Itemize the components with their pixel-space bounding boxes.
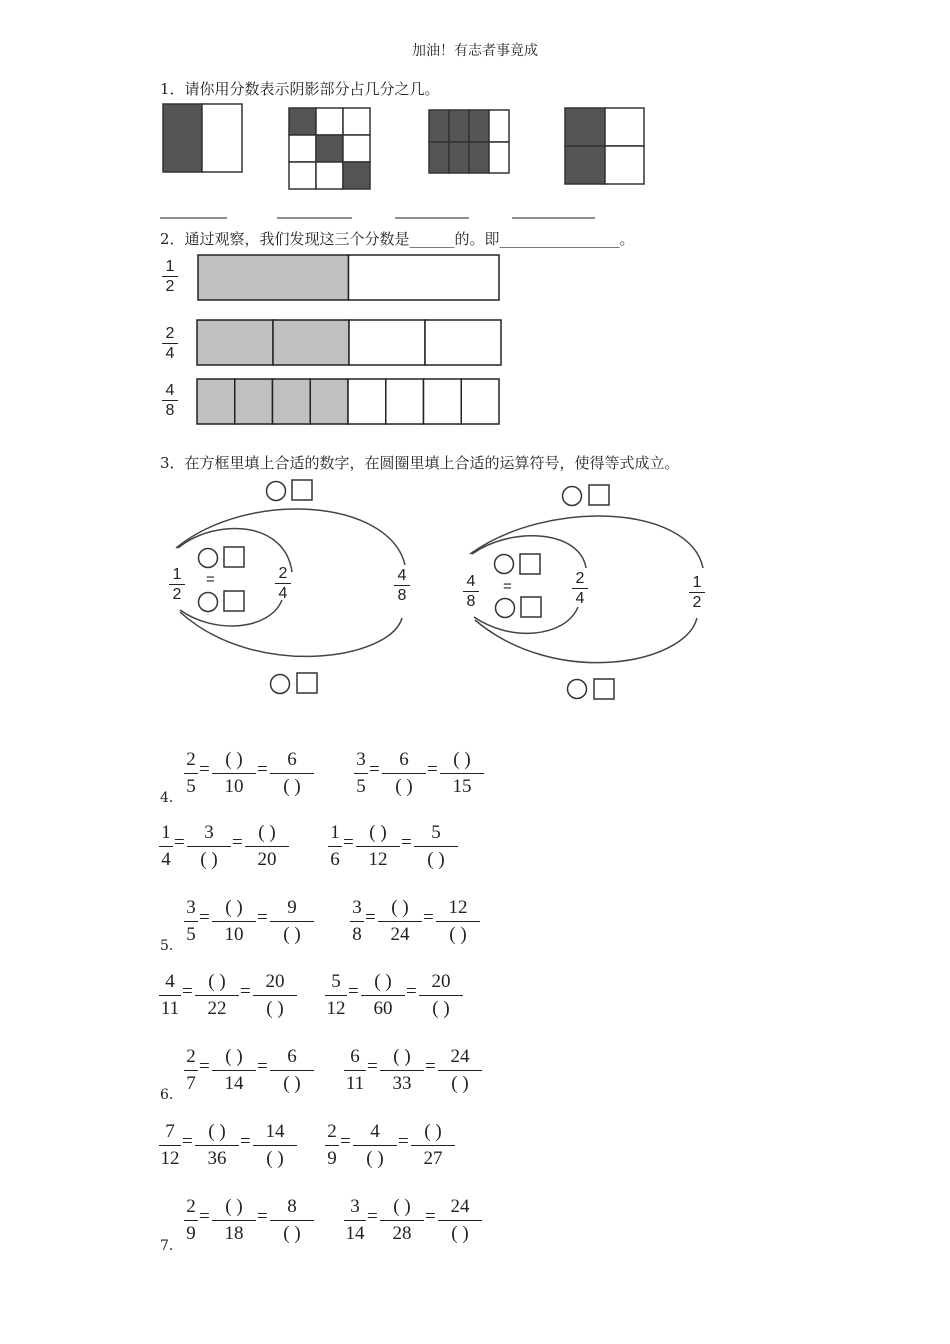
q5-eq1-fraction-2: [212, 898, 256, 945]
q4-eq3-fraction-1-denominator: 4: [161, 849, 171, 870]
q4-eq4-fraction-1-numerator: 1: [328, 823, 342, 847]
q4-eq4-fraction-3-denominator: ( ): [427, 849, 445, 870]
q7-eq1-equals-1: =: [199, 1206, 210, 1227]
q5-eq4-fraction-1: [325, 972, 347, 1019]
q6-eq4-fraction-2: [353, 1122, 397, 1169]
q6-eq3-fraction-3-numerator: 14: [253, 1122, 297, 1146]
q3-right-bottom-number-box: [594, 679, 614, 699]
q5-eq4-fraction-3: [419, 972, 463, 1019]
q6-eq3-fraction-2-denominator: 36: [207, 1148, 227, 1169]
q1-figure-2: [289, 108, 370, 189]
q6-eq3-equals-2: =: [240, 1131, 251, 1152]
q7-eq1-fraction-1-numerator: 2: [184, 1197, 198, 1221]
q2-bar-empty-part: [349, 255, 500, 300]
q6-eq4-fraction-1-numerator: 2: [325, 1122, 339, 1146]
q6-eq1-fraction-2: [212, 1047, 256, 1094]
q6-eq3-fraction-1: [159, 1122, 181, 1169]
q2-bar-empty-part: [348, 379, 386, 424]
q5-eq1-fraction-3-denominator: ( ): [283, 924, 301, 945]
q4-eq4-fraction-1-denominator: 6: [330, 849, 340, 870]
q3-right-equals: =: [503, 578, 512, 595]
q3-left-bottom-number-box: [297, 673, 317, 693]
q6-eq3-equals-1: =: [182, 1131, 193, 1152]
q6-eq4-fraction-3-numerator: ( ): [411, 1122, 455, 1146]
q4-eq3-fraction-2-denominator: ( ): [200, 849, 218, 870]
q5-eq4-fraction-2-numerator: ( ): [361, 972, 405, 996]
q5-eq3-fraction-3-denominator: ( ): [266, 998, 284, 1019]
q1-text: 1．请你用分数表示阴影部分占几分之几。: [160, 80, 440, 98]
q6-eq2-fraction-1-denominator: 11: [345, 1073, 365, 1094]
q7-eq2-fraction-2-denominator: 28: [392, 1223, 412, 1244]
q4-eq3-fraction-1: [159, 823, 173, 870]
q3-right-top-number-box: [589, 485, 609, 505]
q6-eq3-fraction-1-denominator: 12: [160, 1148, 180, 1169]
q2-fraction-2: 2 4: [162, 325, 178, 362]
q4-eq3-fraction-3-numerator: ( ): [245, 823, 289, 847]
q5-eq4-fraction-2: [361, 972, 405, 1019]
q6-eq3-fraction-1-numerator: 7: [159, 1122, 181, 1146]
q3-left-equals: =: [206, 571, 215, 588]
q2-bar-shaded-part: [197, 379, 235, 424]
page-header: 加油！有志者事竟成: [412, 43, 538, 59]
q5-eq1-fraction-1-numerator: 3: [184, 898, 198, 922]
q2-bar-1-2: [198, 255, 499, 300]
q5-eq1-fraction-2-numerator: ( ): [212, 898, 256, 922]
q6-eq2-fraction-2-denominator: 33: [392, 1073, 412, 1094]
q4-eq3-equals-2: =: [232, 832, 243, 853]
q4-eq4-equals-1: =: [343, 832, 354, 853]
q5-eq3-equals-1: =: [182, 981, 193, 1002]
q6-eq1-fraction-3-denominator: ( ): [283, 1073, 301, 1094]
q4-eq1-fraction-3-denominator: ( ): [283, 776, 301, 797]
q6-eq2-equals-1: =: [367, 1056, 378, 1077]
q4-eq4-fraction-3-numerator: 5: [414, 823, 458, 847]
q2-bar-shaded-part: [273, 379, 311, 424]
q1-figure-1: [163, 104, 242, 172]
q7-eq1-equals-2: =: [257, 1206, 268, 1227]
q3-left-fraction-3: 4 8: [394, 567, 410, 604]
q2-bar-empty-part: [349, 320, 425, 365]
q3-left-inner-bottom-operator-circle: [199, 593, 218, 612]
q5-eq4-fraction-2-denominator: 60: [373, 998, 393, 1019]
q2-bar-shaded-part: [198, 255, 349, 300]
q4-eq2-fraction-1-numerator: 3: [354, 750, 368, 774]
q3-left-inner-top-number-box: [224, 547, 244, 567]
q6-eq4-fraction-3-denominator: 27: [423, 1148, 443, 1169]
q4-eq1-fraction-2-denominator: 10: [224, 776, 244, 797]
q6-eq2-fraction-1: [344, 1047, 366, 1094]
q6-eq4-fraction-2-numerator: 4: [353, 1122, 397, 1146]
q4-eq3-fraction-1-numerator: 1: [159, 823, 173, 847]
q2-bar-shaded-part: [197, 320, 273, 365]
q4-eq2-equals-2: =: [427, 759, 438, 780]
q4-eq1-fraction-3-numerator: 6: [270, 750, 314, 774]
q4-eq1-fraction-1-denominator: 5: [186, 776, 196, 797]
q7-number-label: 7．: [160, 1238, 183, 1254]
q3-text: 3．在方框里填上合适的数字，在圆圈里填上合适的运算符号，使得等式成立。: [160, 454, 680, 472]
q7-eq1-fraction-1-denominator: 9: [186, 1223, 196, 1244]
q6-eq2-equals-2: =: [425, 1056, 436, 1077]
q6-eq4-fraction-1-denominator: 9: [327, 1148, 337, 1169]
q4-number-label: 4．: [160, 790, 183, 806]
q5-eq3-equals-2: =: [240, 981, 251, 1002]
q5-eq3-fraction-2-denominator: 22: [207, 998, 227, 1019]
q3-right-fraction-3: 1 2: [689, 574, 705, 611]
q6-eq4-fraction-3: [411, 1122, 455, 1169]
q3-right-inner-bottom-operator-circle: [496, 599, 515, 618]
q4-eq3-equals-1: =: [174, 832, 185, 853]
q3-left-outer-bottom-arc: [180, 612, 402, 656]
q5-eq2-fraction-1-denominator: 8: [352, 924, 362, 945]
q6-eq4-fraction-2-denominator: ( ): [366, 1148, 384, 1169]
q5-eq3-fraction-2: [195, 972, 239, 1019]
q4-eq2-fraction-1: [354, 750, 368, 797]
q1-figure-3: [429, 110, 509, 173]
q2-bar-4-8: [197, 379, 499, 424]
q5-eq2-fraction-1: [350, 898, 364, 945]
q4-eq2-fraction-2-denominator: ( ): [395, 776, 413, 797]
q2-bar-shaded-part: [310, 379, 348, 424]
q6-eq1-fraction-2-denominator: 14: [224, 1073, 244, 1094]
q5-eq3-fraction-1-denominator: 11: [160, 998, 180, 1019]
q6-eq4-fraction-1: [325, 1122, 339, 1169]
q5-eq4-fraction-1-numerator: 5: [325, 972, 347, 996]
q3-left-inner-top-operator-circle: [199, 549, 218, 568]
q7-eq2-equals-1: =: [367, 1206, 378, 1227]
q4-eq3-fraction-2: [187, 823, 231, 870]
q5-eq1-fraction-1-denominator: 5: [186, 924, 196, 945]
q3-right-inner-top-operator-circle: [495, 555, 514, 574]
q6-eq1-fraction-1-denominator: 7: [186, 1073, 196, 1094]
q3-right-fraction-2: 2 4: [572, 570, 588, 607]
q7-eq1-fraction-2: [212, 1197, 256, 1244]
q6-eq3-fraction-2: [195, 1122, 239, 1169]
q5-eq1-fraction-3-numerator: 9: [270, 898, 314, 922]
q5-number-label: 5．: [160, 938, 183, 954]
q4-eq3-fraction-3-denominator: 20: [257, 849, 277, 870]
q7-eq1-fraction-3-denominator: ( ): [283, 1223, 301, 1244]
q4-eq1-equals-2: =: [257, 759, 268, 780]
q4-eq1-fraction-1-numerator: 2: [184, 750, 198, 774]
q4-eq2-equals-1: =: [369, 759, 380, 780]
q6-eq1-fraction-1-numerator: 2: [184, 1047, 198, 1071]
q2-bar-empty-part: [461, 379, 499, 424]
q6-eq2-fraction-2-numerator: ( ): [380, 1047, 424, 1071]
q4-eq3-fraction-2-numerator: 3: [187, 823, 231, 847]
q7-eq2-equals-2: =: [425, 1206, 436, 1227]
q2-fraction-3: 4 8: [162, 382, 178, 419]
q1-figure-4: [565, 108, 644, 184]
q5-eq2-fraction-2-numerator: ( ): [378, 898, 422, 922]
q3-right-inner-top-number-box: [520, 554, 540, 574]
q4-eq2-fraction-1-denominator: 5: [356, 776, 366, 797]
q5-eq4-equals-2: =: [406, 981, 417, 1002]
q3-left-top-operator-circle: [267, 482, 286, 501]
q5-eq2-fraction-3: [436, 898, 480, 945]
q6-eq2-fraction-3-denominator: ( ): [451, 1073, 469, 1094]
q5-eq2-fraction-2-denominator: 24: [390, 924, 410, 945]
q5-eq1-equals-2: =: [257, 907, 268, 928]
q6-eq3-fraction-3-denominator: ( ): [266, 1148, 284, 1169]
q2-fraction-bars: [0, 250, 950, 430]
q3-left-fraction-2: 2 4: [275, 565, 291, 602]
q4-eq3-fraction-3: [245, 823, 289, 870]
q5-eq4-equals-1: =: [348, 981, 359, 1002]
q3-right-outer-bottom-arc: [475, 618, 697, 663]
q2-fraction-1: 1 2: [162, 258, 178, 295]
q4-eq2-fraction-2: [382, 750, 426, 797]
q4-eq2-fraction-3: [440, 750, 484, 797]
q4-eq4-fraction-2-denominator: 12: [368, 849, 388, 870]
q6-number-label: 6．: [160, 1087, 183, 1103]
q7-eq1-fraction-1: [184, 1197, 198, 1244]
q2-text: 2．通过观察，我们发现这三个分数是______的。即________________。: [160, 230, 635, 248]
q5-eq3-fraction-1-numerator: 4: [159, 972, 181, 996]
q6-eq2-fraction-1-numerator: 6: [344, 1047, 366, 1071]
q4-eq4-fraction-2: [356, 823, 400, 870]
q4-eq4-equals-2: =: [401, 832, 412, 853]
q5-eq2-fraction-2: [378, 898, 422, 945]
q2-bar-shaded-part: [273, 320, 349, 365]
q7-eq2-fraction-2: [380, 1197, 424, 1244]
q5-eq1-equals-1: =: [199, 907, 210, 928]
q5-eq3-fraction-1: [159, 972, 181, 1019]
q2-bar-empty-part: [424, 379, 462, 424]
q4-eq2-fraction-3-denominator: 15: [452, 776, 472, 797]
q6-eq1-fraction-1: [184, 1047, 198, 1094]
q5-eq3-fraction-3: [253, 972, 297, 1019]
q5-eq1-fraction-1: [184, 898, 198, 945]
q2-bar-shaded-part: [235, 379, 273, 424]
q5-eq2-fraction-3-denominator: ( ): [449, 924, 467, 945]
q7-eq1-fraction-3: [270, 1197, 314, 1244]
q6-eq2-fraction-3: [438, 1047, 482, 1094]
q6-eq1-fraction-2-numerator: ( ): [212, 1047, 256, 1071]
q3-left-bottom-operator-circle: [271, 675, 290, 694]
q2-bar-2-4: [197, 320, 501, 365]
q4-eq4-fraction-3: [414, 823, 458, 870]
q7-eq2-fraction-3: [438, 1197, 482, 1244]
q6-eq1-fraction-3-numerator: 6: [270, 1047, 314, 1071]
q4-eq4-fraction-1: [328, 823, 342, 870]
q6-eq1-equals-2: =: [257, 1056, 268, 1077]
q5-eq1-fraction-2-denominator: 10: [224, 924, 244, 945]
q7-eq1-fraction-2-denominator: 18: [224, 1223, 244, 1244]
q7-eq1-fraction-2-numerator: ( ): [212, 1197, 256, 1221]
q7-eq2-fraction-1: [344, 1197, 366, 1244]
q3-left-top-number-box: [292, 480, 312, 500]
q4-eq2-fraction-2-numerator: 6: [382, 750, 426, 774]
q7-eq2-fraction-3-denominator: ( ): [451, 1223, 469, 1244]
q5-eq3-fraction-3-numerator: 20: [253, 972, 297, 996]
q6-eq1-fraction-3: [270, 1047, 314, 1094]
q5-eq4-fraction-1-denominator: 12: [326, 998, 346, 1019]
q3-right-bottom-operator-circle: [568, 680, 587, 699]
q3-right-top-operator-circle: [563, 487, 582, 506]
q5-eq2-equals-2: =: [423, 907, 434, 928]
q4-eq1-fraction-2-numerator: ( ): [212, 750, 256, 774]
q3-right-fraction-1: 4 8: [463, 573, 479, 610]
q5-eq4-fraction-3-numerator: 20: [419, 972, 463, 996]
q6-eq2-fraction-3-numerator: 24: [438, 1047, 482, 1071]
q7-eq2-fraction-1-numerator: 3: [344, 1197, 366, 1221]
q7-eq2-fraction-2-numerator: ( ): [380, 1197, 424, 1221]
q7-eq2-fraction-1-denominator: 14: [345, 1223, 365, 1244]
q3-right-inner-bottom-number-box: [521, 597, 541, 617]
q2-bar-empty-part: [425, 320, 501, 365]
q5-eq2-fraction-1-numerator: 3: [350, 898, 364, 922]
q4-eq1-fraction-1: [184, 750, 198, 797]
q1-figures: [0, 95, 950, 225]
q2-bar-empty-part: [386, 379, 424, 424]
q3-left-inner-bottom-number-box: [224, 591, 244, 611]
q6-eq1-equals-1: =: [199, 1056, 210, 1077]
q4-eq4-fraction-2-numerator: ( ): [356, 823, 400, 847]
q5-eq4-fraction-3-denominator: ( ): [432, 998, 450, 1019]
q4-eq1-fraction-3: [270, 750, 314, 797]
q6-eq3-fraction-3: [253, 1122, 297, 1169]
q6-eq2-fraction-2: [380, 1047, 424, 1094]
q5-eq3-fraction-2-numerator: ( ): [195, 972, 239, 996]
q6-eq4-equals-2: =: [398, 1131, 409, 1152]
q4-eq1-equals-1: =: [199, 759, 210, 780]
q4-eq2-fraction-3-numerator: ( ): [440, 750, 484, 774]
q6-eq4-equals-1: =: [340, 1131, 351, 1152]
q7-eq2-fraction-3-numerator: 24: [438, 1197, 482, 1221]
q7-eq1-fraction-3-numerator: 8: [270, 1197, 314, 1221]
q3-left-fraction-1: 1 2: [169, 566, 185, 603]
q5-eq2-equals-1: =: [365, 907, 376, 928]
q5-eq1-fraction-3: [270, 898, 314, 945]
q4-eq1-fraction-2: [212, 750, 256, 797]
q6-eq3-fraction-2-numerator: ( ): [195, 1122, 239, 1146]
q5-eq2-fraction-3-numerator: 12: [436, 898, 480, 922]
